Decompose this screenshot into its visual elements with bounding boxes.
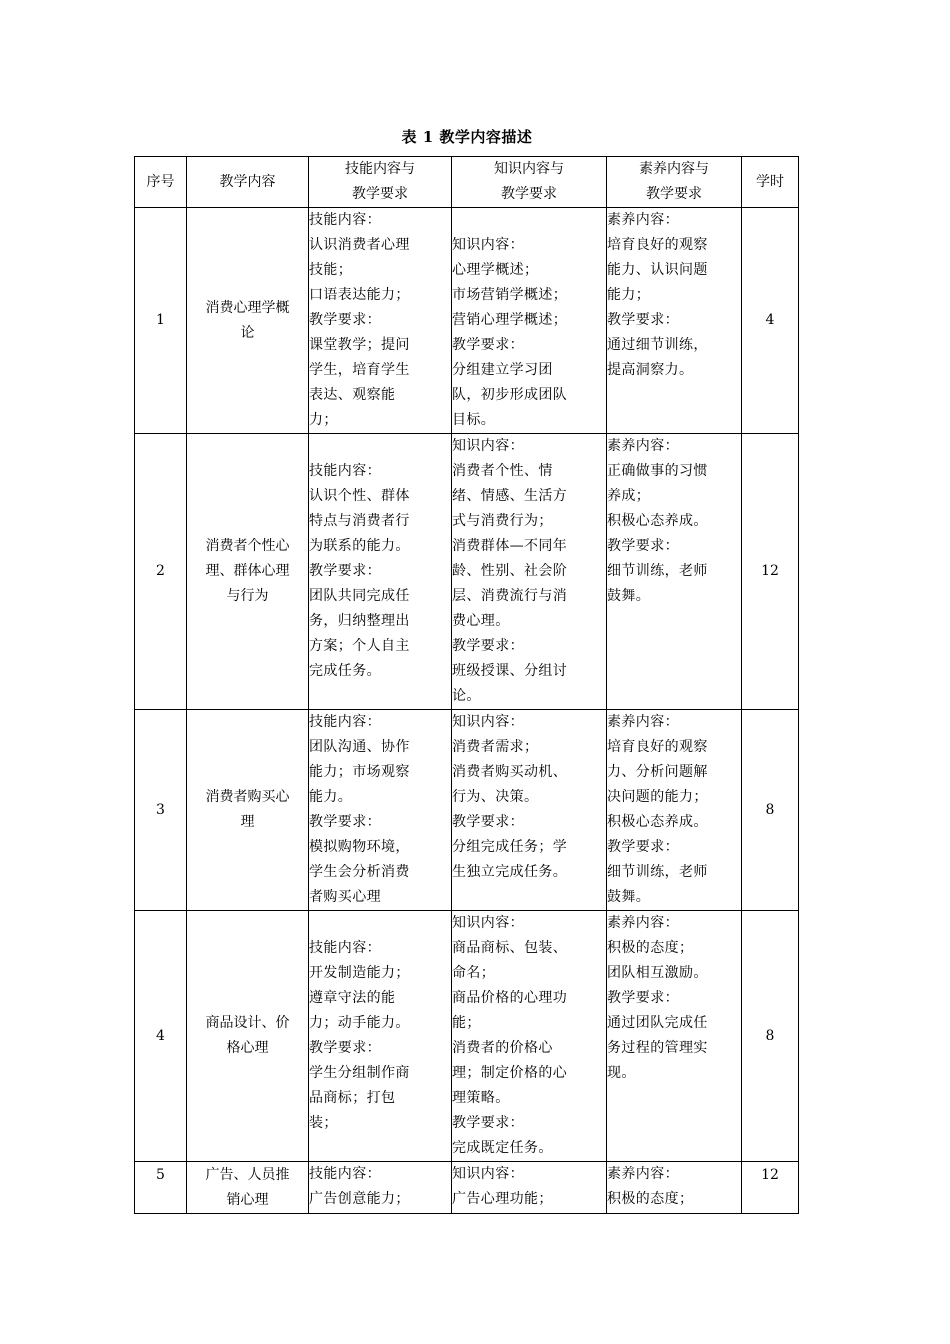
cell-line: 完成既定任务。 xyxy=(452,1140,553,1156)
cell-line: 完成任务。 xyxy=(309,663,381,679)
cell-line xyxy=(309,434,451,459)
cell-line: 培育良好的观察 xyxy=(607,237,708,253)
cell-line: 力； xyxy=(309,412,338,428)
cell-line: 技能； xyxy=(309,262,353,278)
cell-line: 理 xyxy=(240,814,255,830)
cell-line: 能； xyxy=(452,1015,481,1031)
cell-line: 理策略。 xyxy=(452,1090,510,1106)
cell-quality xyxy=(607,434,742,710)
table-row xyxy=(135,710,799,911)
cell-line: 4 xyxy=(156,1027,165,1044)
cell-hours xyxy=(742,911,799,1162)
header-knowledge xyxy=(452,157,607,208)
header-skill xyxy=(309,157,452,208)
table-row xyxy=(135,911,799,1162)
header-line: 教学内容 xyxy=(219,173,276,190)
cell-line: 方案；个人自主 xyxy=(309,638,410,654)
cell-line: 技能内容： xyxy=(309,212,381,228)
header-topic xyxy=(187,157,309,208)
header-hours xyxy=(742,157,799,208)
header-line: 教学要求 xyxy=(501,186,557,202)
cell-skill xyxy=(309,208,452,434)
cell-line: 学生会分析消费 xyxy=(309,864,410,880)
cell-line: 消费群体—不同年 xyxy=(452,538,568,554)
cell-line: 教学要求： xyxy=(309,1040,381,1056)
teaching-content-table xyxy=(134,156,799,1214)
cell-line: 格心理 xyxy=(226,1040,269,1056)
header-line: 教学要求 xyxy=(352,186,408,202)
cell-line: 教学要求： xyxy=(309,563,381,579)
cell-quality xyxy=(607,1162,742,1214)
cell-line: 鼓舞。 xyxy=(607,889,651,905)
cell-line: 1 xyxy=(156,312,165,328)
cell-line: 教学要求： xyxy=(452,638,524,654)
cell-skill xyxy=(309,911,452,1162)
cell-line: 商品商标、包装、 xyxy=(452,940,568,956)
cell-quality xyxy=(607,710,742,911)
cell-line: 知识内容： xyxy=(452,915,524,931)
cell-line: 积极的态度； xyxy=(607,940,694,956)
cell-line: 教学要求： xyxy=(452,1115,524,1131)
cell-line: 技能内容： xyxy=(309,463,381,479)
cell-knowledge xyxy=(452,911,607,1162)
cell-line: 教学要求： xyxy=(309,814,381,830)
cell-line: 务过程的管理实 xyxy=(607,1040,708,1056)
table-caption: 表 1 教学内容描述 xyxy=(401,128,533,146)
cell-no xyxy=(135,710,187,911)
cell-line: 力、分析问题解 xyxy=(607,764,708,780)
cell-line: 模拟购物环境， xyxy=(309,839,410,855)
cell-hours xyxy=(742,208,799,434)
cell-line: 积极的态度； xyxy=(607,1191,694,1207)
cell-line: 论。 xyxy=(452,688,481,704)
cell-topic xyxy=(187,1162,309,1214)
cell-line: 鼓舞。 xyxy=(607,588,651,604)
cell-line: 命名； xyxy=(452,965,496,981)
cell-line: 市场营销学概述； xyxy=(452,287,568,303)
table-row xyxy=(135,208,799,434)
header-no xyxy=(135,157,187,208)
cell-line: 广告创意能力； xyxy=(309,1191,410,1207)
cell-line: 心理学概述； xyxy=(452,262,539,278)
cell-line: 教学要求： xyxy=(452,814,524,830)
header-line: 素养内容与 xyxy=(639,161,709,177)
cell-line: 式与消费行为； xyxy=(452,513,553,529)
cell-line: 积极心态养成。 xyxy=(607,814,708,830)
cell-line: 商品设计、价 xyxy=(205,1015,290,1031)
cell-line: 团队相互激励。 xyxy=(607,965,708,981)
cell-no xyxy=(135,434,187,710)
cell-line: 口语表达能力； xyxy=(309,287,410,303)
cell-line: 12 xyxy=(761,563,779,579)
cell-line: 现。 xyxy=(607,1065,636,1081)
cell-line: 学生，培育学生 xyxy=(309,362,410,378)
cell-line: 行为、决策。 xyxy=(452,789,539,805)
cell-line: 为联系的能力。 xyxy=(309,538,410,554)
table-row xyxy=(135,1162,799,1214)
cell-line: 广告、人员推 xyxy=(205,1167,290,1183)
header-line: 学时 xyxy=(756,173,784,190)
cell-line: 广告心理功能； xyxy=(452,1191,553,1207)
cell-line: 教学要求： xyxy=(607,312,679,328)
cell-line: 能力；市场观察 xyxy=(309,764,410,780)
cell-line: 论 xyxy=(240,324,255,341)
cell-no xyxy=(135,208,187,434)
cell-line: 课堂教学；提问 xyxy=(309,337,410,353)
cell-line: 教学要求： xyxy=(607,990,679,1006)
cell-line: 素养内容： xyxy=(607,438,679,454)
cell-line: 通过细节训练， xyxy=(607,337,708,353)
cell-line: 表达、观察能 xyxy=(309,387,396,403)
cell-knowledge xyxy=(452,434,607,710)
cell-line: 认识个性、群体 xyxy=(309,488,410,504)
cell-line: 装； xyxy=(309,1115,338,1131)
cell-line: 绪、情感、生活方 xyxy=(452,488,568,504)
cell-quality xyxy=(607,208,742,434)
cell-line: 与行为 xyxy=(226,588,269,604)
cell-line: 消费者需求； xyxy=(452,739,539,755)
cell-knowledge xyxy=(452,710,607,911)
cell-line: 务，归纳整理出 xyxy=(309,613,410,629)
cell-line: 3 xyxy=(156,801,165,818)
cell-line: 教学要求： xyxy=(607,538,679,554)
cell-line: 知识内容： xyxy=(452,1166,524,1182)
cell-line: 生独立完成任务。 xyxy=(452,864,568,880)
cell-line: 积极心态养成。 xyxy=(607,513,708,529)
cell-line: 品商标；打包 xyxy=(309,1090,396,1106)
cell-hours xyxy=(742,1162,799,1214)
cell-line: 培育良好的观察 xyxy=(607,739,708,755)
cell-line: 能力。 xyxy=(309,789,353,805)
cell-line: 消费者个性、情 xyxy=(452,463,553,479)
cell-line: 知识内容： xyxy=(452,237,524,253)
cell-hours xyxy=(742,710,799,911)
cell-line: 力；动手能力。 xyxy=(309,1015,410,1031)
cell-line: 技能内容： xyxy=(309,940,381,956)
cell-line: 消费者购买动机、 xyxy=(452,764,568,780)
cell-line: 学生分组制作商 xyxy=(309,1065,410,1081)
cell-line: 认识消费者心理 xyxy=(309,237,410,253)
cell-line xyxy=(309,911,451,936)
cell-line: 开发制造能力； xyxy=(309,965,410,981)
table-row xyxy=(135,434,799,710)
cell-line: 提高洞察力。 xyxy=(607,362,694,378)
cell-line: 8 xyxy=(765,1027,775,1044)
cell-line: 班级授课、分组讨 xyxy=(452,663,568,679)
cell-quality xyxy=(607,911,742,1162)
cell-line: 技能内容： xyxy=(309,1166,381,1182)
cell-line: 教学要求： xyxy=(607,839,679,855)
header-line: 序号 xyxy=(146,173,175,190)
header-quality xyxy=(607,157,742,208)
cell-line: 消费者个性心 xyxy=(205,538,290,554)
cell-knowledge xyxy=(452,1162,607,1214)
cell-line: 知识内容： xyxy=(452,714,524,730)
cell-line: 4 xyxy=(765,312,775,328)
cell-line: 消费心理学概 xyxy=(205,299,290,316)
cell-line: 营销心理学概述； xyxy=(452,312,568,328)
cell-line: 8 xyxy=(765,801,775,818)
cell-line: 团队共同完成任 xyxy=(309,588,410,604)
cell-line: 分组建立学习团 xyxy=(452,362,553,378)
cell-line: 12 xyxy=(761,1167,779,1183)
cell-line: 层、消费流行与消 xyxy=(452,588,568,604)
cell-skill xyxy=(309,1162,452,1214)
cell-line: 队，初步形成团队 xyxy=(452,387,568,403)
cell-line: 目标。 xyxy=(452,412,496,428)
cell-topic xyxy=(187,710,309,911)
cell-line: 费心理。 xyxy=(452,613,510,629)
cell-line xyxy=(452,208,606,233)
header-line: 技能内容与 xyxy=(345,161,415,177)
cell-line: 技能内容： xyxy=(309,714,381,730)
cell-line: 教学要求： xyxy=(452,337,524,353)
cell-line: 消费者的价格心 xyxy=(452,1040,553,1056)
cell-line: 龄、性别、社会阶 xyxy=(452,563,568,579)
cell-line: 分组完成任务；学 xyxy=(452,839,568,855)
cell-line: 养成； xyxy=(607,488,651,504)
cell-line: 团队沟通、协作 xyxy=(309,739,410,755)
cell-line: 消费者购买心 xyxy=(205,789,290,805)
cell-line: 者购买心理 xyxy=(309,889,381,905)
cell-line: 正确做事的习惯 xyxy=(607,463,708,479)
cell-line: 特点与消费者行 xyxy=(309,513,410,529)
cell-line: 细节训练，老师 xyxy=(607,864,708,880)
cell-no xyxy=(135,911,187,1162)
cell-line: 通过团队完成任 xyxy=(607,1015,708,1031)
cell-no xyxy=(135,1162,187,1214)
cell-line: 理；制定价格的心 xyxy=(452,1065,568,1081)
header-line: 教学要求 xyxy=(646,186,702,202)
cell-line: 5 xyxy=(156,1167,165,1183)
cell-topic xyxy=(187,434,309,710)
cell-topic xyxy=(187,208,309,434)
cell-line: 2 xyxy=(156,563,165,579)
cell-line: 素养内容： xyxy=(607,1166,679,1182)
cell-skill xyxy=(309,710,452,911)
cell-line: 决问题的能力； xyxy=(607,789,708,805)
cell-line: 素养内容： xyxy=(607,915,679,931)
cell-line: 销心理 xyxy=(226,1192,269,1208)
header-row xyxy=(135,157,799,208)
cell-line: 能力、认识问题 xyxy=(607,262,708,278)
cell-line: 遵章守法的能 xyxy=(309,990,396,1006)
cell-line: 商品价格的心理功 xyxy=(452,990,568,1006)
cell-skill xyxy=(309,434,452,710)
cell-topic xyxy=(187,911,309,1162)
cell-line: 知识内容： xyxy=(452,438,524,454)
header-line: 知识内容与 xyxy=(494,161,564,177)
cell-line: 素养内容： xyxy=(607,212,679,228)
cell-knowledge xyxy=(452,208,607,434)
cell-line: 素养内容： xyxy=(607,714,679,730)
cell-line: 教学要求： xyxy=(309,312,381,328)
cell-hours xyxy=(742,434,799,710)
cell-line: 细节训练，老师 xyxy=(607,563,708,579)
cell-line: 能力； xyxy=(607,287,651,303)
cell-line: 理、群体心理 xyxy=(205,563,290,579)
